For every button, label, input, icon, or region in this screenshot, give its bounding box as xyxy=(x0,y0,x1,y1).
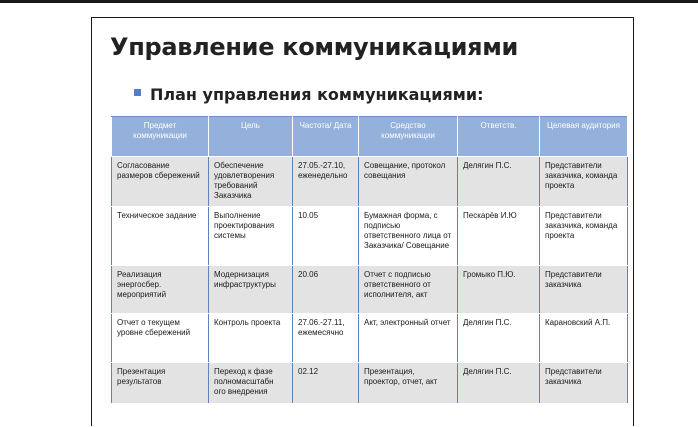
table-cell: Представители заказчика xyxy=(540,266,628,314)
table-cell: Делягин П.С. xyxy=(458,314,540,363)
subtitle-row xyxy=(134,85,483,104)
table-cell: Отчет о текущем уровне сбережений xyxy=(112,314,209,363)
table-cell: Акт, электронный отчет xyxy=(359,314,458,363)
table-cell: Карановский А.П. xyxy=(540,314,628,363)
table-row xyxy=(112,363,628,404)
slide-subtitle: План управления коммуникациями: xyxy=(150,85,484,104)
table-row xyxy=(112,207,628,266)
slide-title: Управление коммуникациями xyxy=(110,33,519,61)
table-cell: Переход к фазе полномасштабн ого внедрения xyxy=(209,363,293,404)
table-cell: 02.12 xyxy=(293,363,359,404)
table-cell: Выполнение проектирования системы xyxy=(209,207,293,266)
table-cell: Громыко П.Ю. xyxy=(458,266,540,314)
table-cell: Модернизация инфраструктуры xyxy=(209,266,293,314)
table-cell: Пескарёв И.Ю xyxy=(458,207,540,266)
table-cell: Представители заказчика, команда проекта xyxy=(540,207,628,266)
top-border-line xyxy=(0,0,698,3)
table-row xyxy=(112,314,628,363)
table-cell: 20.06 xyxy=(293,266,359,314)
table-cell: Контроль проекта xyxy=(209,314,293,363)
table-cell: 27.06.-27.11, ежемесячно xyxy=(293,314,359,363)
table-row xyxy=(112,266,628,314)
table-cell: Бумажная форма, с подписью ответственного лица от Заказчика/ Совещание xyxy=(359,207,458,266)
header-cell: Целевая аудитория xyxy=(540,117,628,157)
table-cell: 10.05 xyxy=(293,207,359,266)
table-row xyxy=(112,157,628,207)
header-cell: Ответств. xyxy=(458,117,540,157)
communication-plan-table xyxy=(111,116,628,404)
header-cell: Цель xyxy=(209,117,293,157)
header-cell: Частота/ Дата xyxy=(293,117,359,157)
header-cell: Средство коммуникации xyxy=(359,117,458,157)
table-cell: Презентация результатов xyxy=(112,363,209,404)
header-cell: Предмет коммуникации xyxy=(112,117,209,157)
table-cell: Презентация, проектор, отчет, акт xyxy=(359,363,458,404)
table-cell: Согласование размеров сбережений xyxy=(112,157,209,207)
slide xyxy=(91,17,634,426)
table-cell: Представители заказчика xyxy=(540,363,628,404)
table-header-row xyxy=(112,117,628,157)
table-cell: Техническое задание xyxy=(112,207,209,266)
table-cell: Делягин П.С. xyxy=(458,157,540,207)
table-cell: Совещание, протокол совещания xyxy=(359,157,458,207)
table-cell: Реализация энергосбер. мероприятий xyxy=(112,266,209,314)
table-cell: Обеспечение удовлетворения требований Заказчика xyxy=(209,157,293,207)
bullet-icon xyxy=(134,89,141,96)
table-cell: Делягин П.С. xyxy=(458,363,540,404)
table-cell: 27.05.-27.10, еженедельно xyxy=(293,157,359,207)
table-cell: Представители заказчика, команда проекта xyxy=(540,157,628,207)
table-cell: Отчет с подписью ответственного от исполнителя, акт xyxy=(359,266,458,314)
